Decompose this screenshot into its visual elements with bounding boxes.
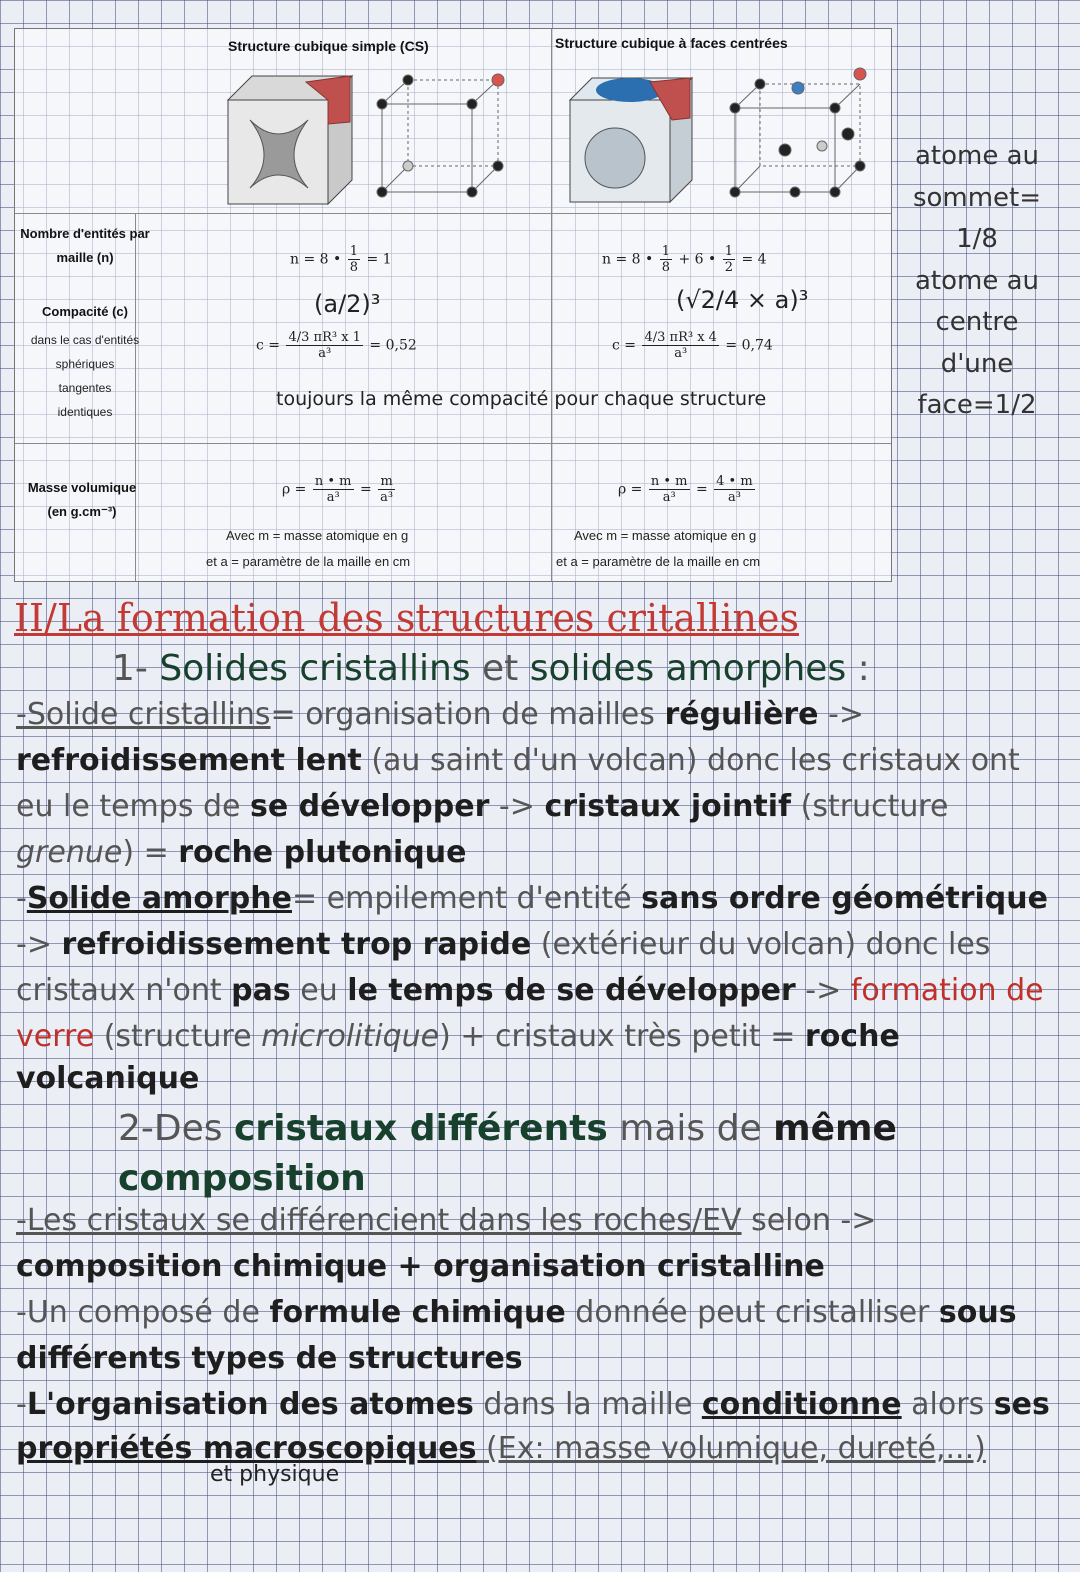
cs-c-handwritten: (a/2)³ [314, 290, 381, 318]
subtitle-1-colon: : [846, 648, 870, 689]
subtitle-1-joiner: et [470, 648, 530, 689]
subtitle-2-number: 2-Des [118, 1108, 234, 1149]
table-rule [15, 213, 891, 214]
text: selon -> [741, 1203, 877, 1238]
cfc-c-formula: c = $\frac{\text{4/3 πR³ x 4}}{\text{a³}}$ = 0,74 [612, 330, 773, 361]
side-note-line: atome au [914, 265, 1040, 296]
text: dans la maille [473, 1387, 702, 1422]
text: -> [16, 927, 62, 962]
subtitle-2-term: cristaux différents [233, 1108, 608, 1149]
text: (structure [94, 1019, 262, 1054]
row-label-n: Nombre d'entités par maille (n) [20, 226, 150, 265]
subtitle-1-term: solides amorphes [529, 648, 847, 689]
text: = empilement d'entité [291, 881, 642, 916]
cs-n-formula: n = 8 • $\frac{1}{8}$ = 1 [290, 244, 392, 275]
note-line [16, 1382, 1050, 1428]
note-line [16, 968, 1044, 1014]
subtitle-2-term: composition [118, 1158, 366, 1199]
table-rule [15, 443, 891, 444]
text: eu le temps de [16, 789, 251, 824]
note-line [16, 1244, 825, 1290]
note-line [16, 738, 1020, 784]
row-label-c: Compacité (c) [42, 304, 128, 319]
text: -Les cristaux se différencient dans les roches/EV [16, 1203, 742, 1238]
subtitle-1-number: 1- [112, 648, 160, 689]
keyword: formule chimique [269, 1295, 566, 1330]
text: eu [290, 973, 348, 1008]
keyword: se développer [250, 789, 490, 824]
text: ) = [122, 835, 179, 870]
section-title: II/La formation des structures critallines [14, 596, 799, 640]
keyword: pas [231, 973, 291, 1008]
term: -Solide cristallins [16, 697, 271, 732]
cfc-note-param: et a = paramètre de la maille en cm [556, 554, 761, 569]
note-line [16, 922, 990, 968]
side-note-line: 1/8 [956, 224, 998, 254]
header-cs: Structure cubique simple (CS) [228, 38, 429, 54]
text: (Ex: masse volumique, dureté,...) [476, 1431, 986, 1466]
note-line [16, 876, 1048, 922]
keyword: roche plutonique [178, 835, 467, 870]
keyword: le temps de se développer [347, 973, 796, 1008]
row-sublabel-c: dans le cas d'entités sphériques tangentes identiques [30, 333, 140, 419]
note-line [16, 830, 466, 876]
keyword: différents types de structures [16, 1341, 523, 1376]
row-label-rho: Masse volumique (en g.cm⁻³) [27, 480, 137, 519]
note-line [16, 1290, 1017, 1336]
keyword: refroidissement trop rapide [61, 927, 532, 962]
subtitle-1 [112, 648, 870, 689]
cs-note-mass: Avec m = masse atomique en g [226, 528, 409, 543]
note-line [16, 1056, 199, 1102]
text: grenue [16, 835, 123, 870]
text: cristaux n'ont [16, 973, 232, 1008]
text: donnée peut cristalliser [565, 1295, 939, 1330]
text: - [16, 881, 27, 916]
text: - [16, 1387, 27, 1422]
text: (structure [791, 789, 949, 824]
cs-note-param: et a = paramètre de la maille en cm [206, 554, 411, 569]
keyword: sous [938, 1295, 1017, 1330]
cs-rho-formula: ρ = $\frac{n • m}{\text{a³}}$ = $\frac{m}{\text{a³}}$ [282, 474, 394, 505]
keyword: refroidissement lent [16, 743, 362, 778]
note-line [16, 1198, 876, 1244]
header-cfc: Structure cubique à faces centrées [555, 35, 788, 51]
keyword: sans ordre géométrique [641, 881, 1048, 916]
text: -> [489, 789, 545, 824]
cfc-n-formula: n = 8 • $\frac{1}{8}$ + 6 • $\frac{1}{2}$ = 4 [602, 244, 767, 275]
keyword: cristaux jointif [544, 789, 792, 824]
note-line [16, 1426, 986, 1472]
term: Solide amorphe [26, 881, 292, 916]
keyword: propriétés macroscopiques [16, 1431, 477, 1466]
subtitle-2-joiner: mais de [607, 1108, 774, 1149]
keyword: régulière [664, 697, 819, 732]
cs-c-formula: c = $\frac{\text{4/3 πR³ x 1}}{\text{a³}}$ = 0,52 [256, 330, 417, 361]
keyword: volcanique [16, 1061, 200, 1096]
note-line [16, 784, 949, 830]
subtitle-2-term: même [773, 1108, 897, 1149]
cfc-lattice-cube [730, 68, 866, 197]
keyword: roche [804, 1019, 900, 1054]
cs-lattice-cube [377, 74, 504, 197]
note-line [16, 692, 864, 738]
text: ) + cristaux très petit = [439, 1019, 805, 1054]
side-note [912, 136, 1042, 427]
crystal-cubes-illustration [210, 62, 890, 212]
text: -> [818, 697, 864, 732]
cfc-c-handwritten: (√2/4 × a)³ [676, 286, 809, 314]
side-note-line: face=1/2 [917, 390, 1037, 420]
side-note-line: centre [935, 307, 1019, 337]
note-line [16, 1014, 900, 1060]
handwritten-addition: et physique [210, 1462, 340, 1487]
side-note-line: sommet= [912, 182, 1042, 213]
side-note-line: atome au [914, 141, 1040, 171]
compacity-note: toujours la même compacité pour chaque structure [276, 388, 767, 410]
keyword-red: formation de [850, 973, 1044, 1008]
text: -> [795, 973, 851, 1008]
keyword: conditionne [701, 1387, 902, 1422]
text: = organisation de mailles [270, 697, 665, 732]
text: microlitique [261, 1019, 440, 1054]
side-note-line: d'une [940, 348, 1014, 379]
text: (extérieur du volcan) donc les [531, 927, 991, 962]
cfc-packed-cube [570, 78, 692, 202]
text: alors [901, 1387, 994, 1422]
keyword: composition chimique + organisation cristalline [16, 1249, 825, 1284]
subtitle-2 [118, 1104, 897, 1204]
cs-packed-cube [228, 76, 352, 204]
note-line [16, 1336, 523, 1382]
text: (au saint d'un volcan) donc les cristaux ont [361, 743, 1020, 778]
text: -Un composé de [16, 1295, 270, 1330]
keyword: ses [993, 1387, 1050, 1422]
cfc-rho-formula: ρ = $\frac{n • m}{\text{a³}}$ = $\frac{4 • m}{\text{a³}}$ [618, 474, 753, 505]
subtitle-1-term: Solides cristallins [159, 648, 471, 689]
cfc-note-mass: Avec m = masse atomique en g [574, 528, 757, 543]
keyword: L'organisation des atomes [26, 1387, 474, 1422]
keyword-red: verre [16, 1019, 95, 1054]
